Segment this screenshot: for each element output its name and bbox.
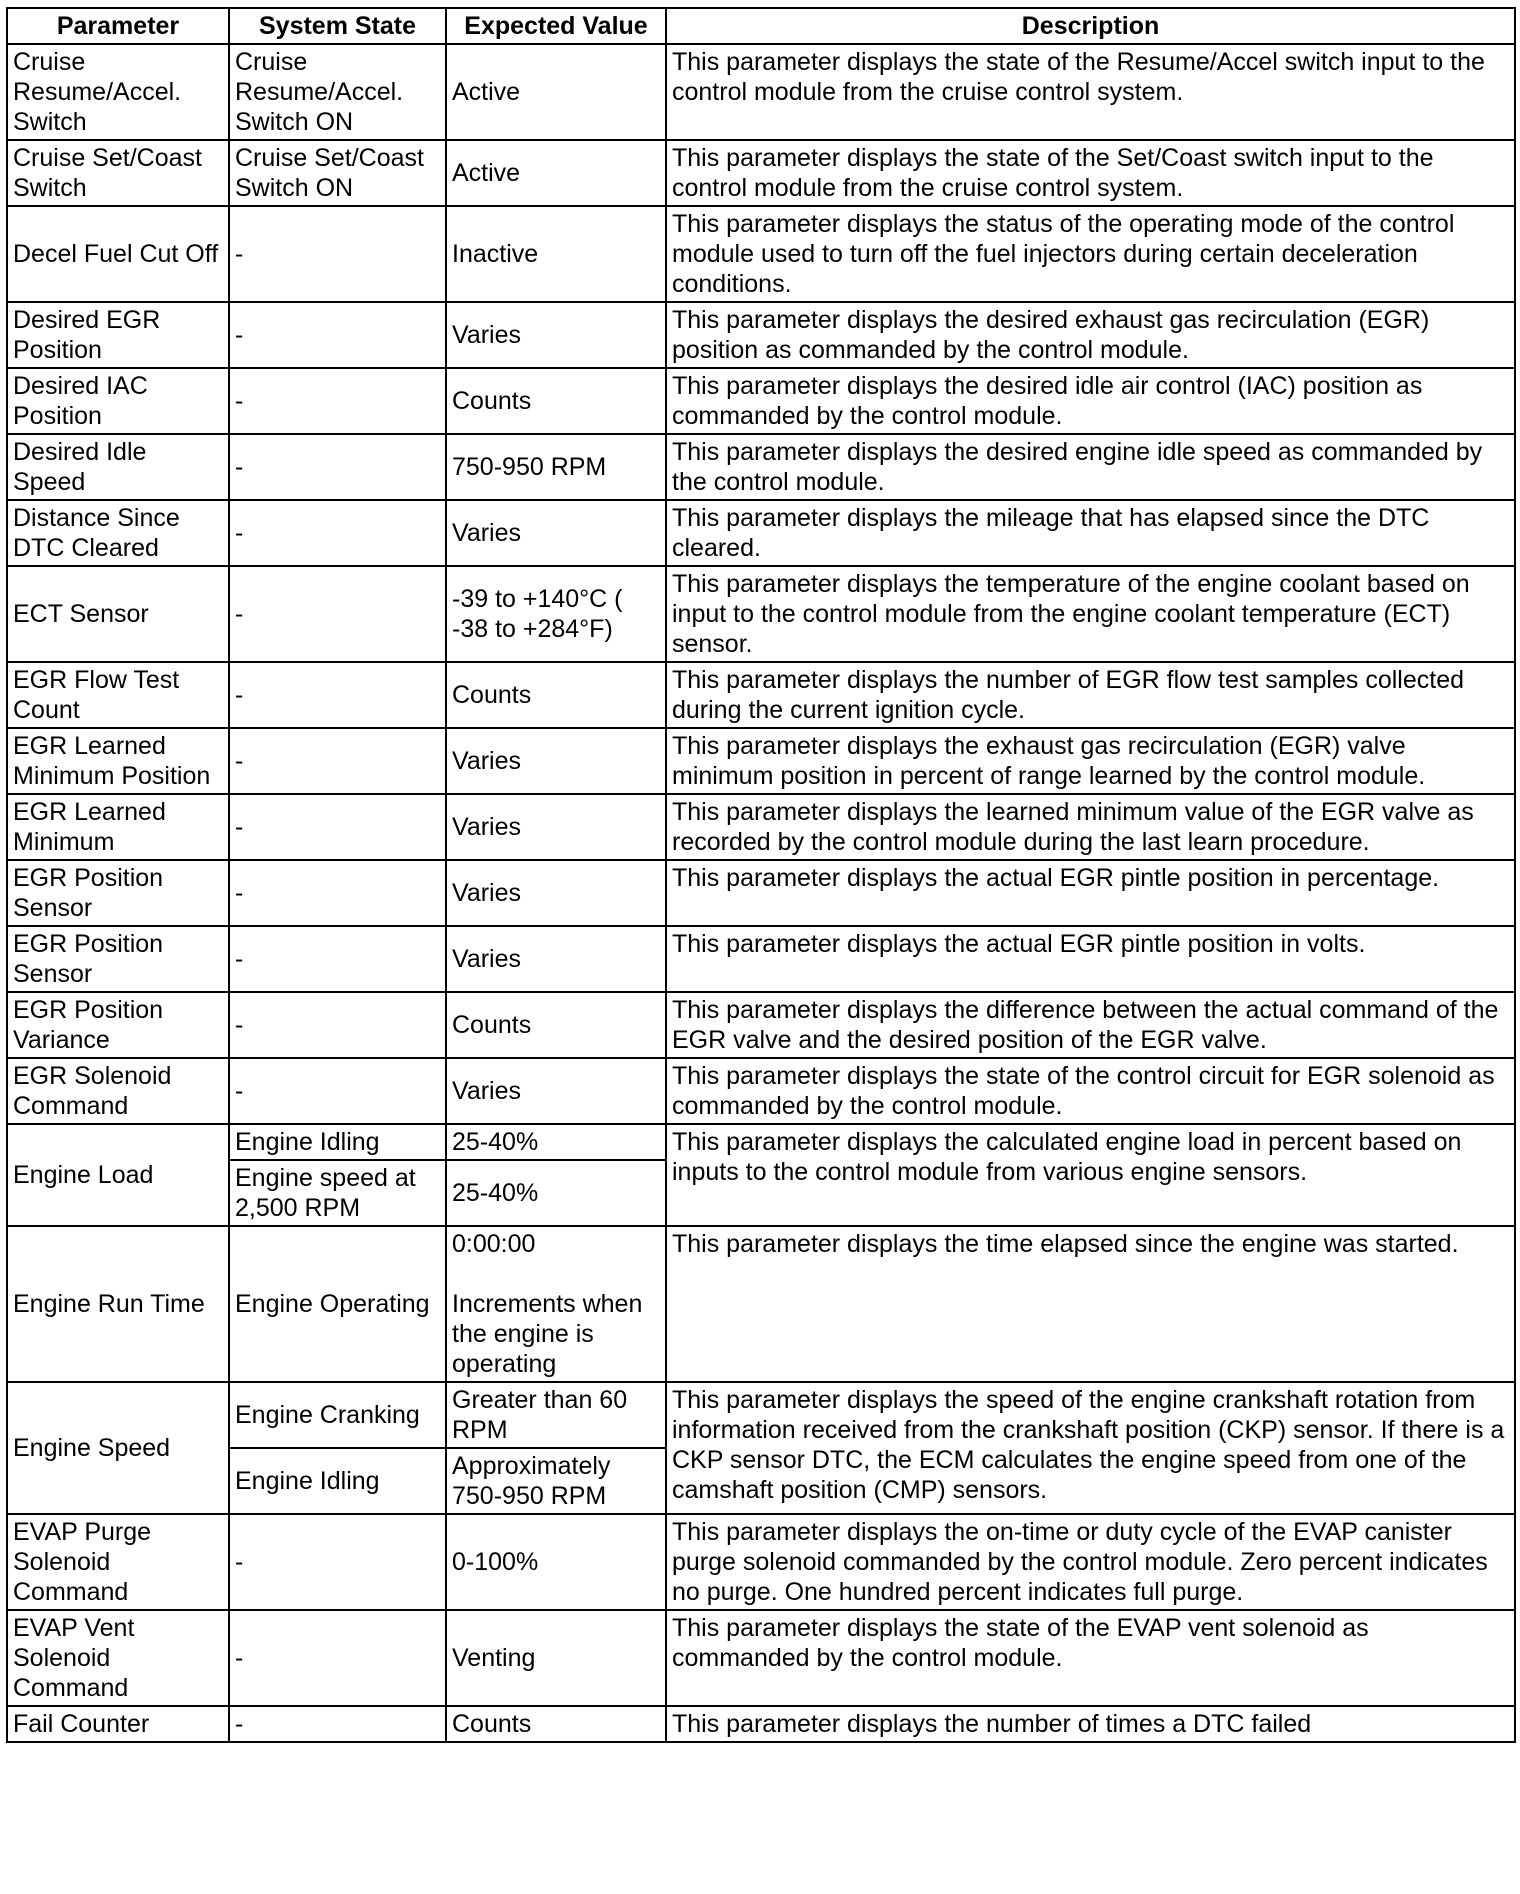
cell-expected-value: Varies [446, 728, 666, 794]
cell-parameter: Cruise Set/Coast Switch [7, 140, 229, 206]
cell-parameter: Desired Idle Speed [7, 434, 229, 500]
cell-description: This parameter displays the desired engine idle speed as commanded by the control module. [666, 434, 1515, 500]
cell-system-state: Engine Cranking [229, 1382, 446, 1448]
cell-system-state: Cruise Resume/Accel. Switch ON [229, 44, 446, 140]
cell-description: This parameter displays the state of the Set/Coast switch input to the control module from the cruise control system. [666, 140, 1515, 206]
table-row [7, 44, 1515, 140]
cell-system-state: - [229, 662, 446, 728]
table-row [7, 794, 1515, 860]
cell-description: This parameter displays the exhaust gas recirculation (EGR) valve minimum position in percent of range learned by the control module. [666, 728, 1515, 794]
cell-parameter: EGR Flow Test Count [7, 662, 229, 728]
cell-expected-value: Counts [446, 1706, 666, 1742]
cell-description: This parameter displays the number of EGR flow test samples collected during the current ignition cycle. [666, 662, 1515, 728]
cell-expected-value: Varies [446, 302, 666, 368]
cell-expected-value: Varies [446, 1058, 666, 1124]
cell-parameter: Engine Speed [7, 1382, 229, 1514]
cell-system-state: Engine speed at 2,500 RPM [229, 1160, 446, 1226]
table-row [7, 302, 1515, 368]
table-row [7, 140, 1515, 206]
cell-parameter: Desired EGR Position [7, 302, 229, 368]
table-row [7, 728, 1515, 794]
header-expected-value: Expected Value [446, 8, 666, 44]
cell-parameter: Engine Run Time [7, 1226, 229, 1382]
cell-parameter: Fail Counter [7, 1706, 229, 1742]
cell-description: This parameter displays the desired exhaust gas recirculation (EGR) position as commanded by the control module. [666, 302, 1515, 368]
cell-expected-value: 750-950 RPM [446, 434, 666, 500]
table-row [7, 566, 1515, 662]
table-row [7, 1226, 1515, 1382]
table-row [7, 368, 1515, 434]
cell-description: This parameter displays the speed of the engine crankshaft rotation from information received from the crankshaft position (CKP) sensor. If there is a CKP sensor DTC, the ECM calculates the engine speed from one of the camshaft position (CMP) sensors. [666, 1382, 1515, 1514]
parameter-table [6, 7, 1516, 1743]
cell-parameter: EGR Position Variance [7, 992, 229, 1058]
cell-system-state: - [229, 794, 446, 860]
table-row [7, 992, 1515, 1058]
cell-expected-value: Counts [446, 368, 666, 434]
cell-parameter: Cruise Resume/Accel. Switch [7, 44, 229, 140]
cell-expected-value: Greater than 60 RPM [446, 1382, 666, 1448]
table-row [7, 1382, 1515, 1448]
cell-system-state: - [229, 860, 446, 926]
cell-expected-value: 25-40% [446, 1160, 666, 1226]
table-row [7, 662, 1515, 728]
table-row [7, 206, 1515, 302]
cell-parameter: Decel Fuel Cut Off [7, 206, 229, 302]
cell-parameter: EGR Solenoid Command [7, 1058, 229, 1124]
cell-system-state: - [229, 1706, 446, 1742]
cell-system-state: Cruise Set/Coast Switch ON [229, 140, 446, 206]
cell-description: This parameter displays the learned minimum value of the EGR valve as recorded by the control module during the last learn procedure. [666, 794, 1515, 860]
cell-system-state: - [229, 206, 446, 302]
table-row [7, 1124, 1515, 1160]
cell-system-state: - [229, 1610, 446, 1706]
cell-system-state: Engine Idling [229, 1124, 446, 1160]
cell-parameter: EGR Learned Minimum Position [7, 728, 229, 794]
cell-system-state: Engine Operating [229, 1226, 446, 1382]
table-row [7, 500, 1515, 566]
table-row [7, 1514, 1515, 1610]
cell-description: This parameter displays the calculated engine load in percent based on inputs to the control module from various engine sensors. [666, 1124, 1515, 1226]
header-row [7, 8, 1515, 44]
cell-description: This parameter displays the number of times a DTC failed [666, 1706, 1515, 1742]
cell-expected-value: Counts [446, 662, 666, 728]
header-description: Description [666, 8, 1515, 44]
cell-description: This parameter displays the state of the control circuit for EGR solenoid as commanded by the control module. [666, 1058, 1515, 1124]
cell-parameter: EGR Position Sensor [7, 926, 229, 992]
cell-description: This parameter displays the on-time or duty cycle of the EVAP canister purge solenoid commanded by the control module. Zero percent indicates no purge. One hundred percent indicates full purge. [666, 1514, 1515, 1610]
cell-parameter: Engine Load [7, 1124, 229, 1226]
header-system-state: System State [229, 8, 446, 44]
cell-expected-value: Active [446, 140, 666, 206]
cell-expected-value: Varies [446, 860, 666, 926]
cell-system-state: - [229, 926, 446, 992]
cell-parameter: EGR Position Sensor [7, 860, 229, 926]
cell-description: This parameter displays the temperature of the engine coolant based on input to the control module from the engine coolant temperature (ECT) sensor. [666, 566, 1515, 662]
cell-expected-value: Inactive [446, 206, 666, 302]
cell-system-state: - [229, 728, 446, 794]
table-row [7, 926, 1515, 992]
cell-description: This parameter displays the time elapsed since the engine was started. [666, 1226, 1515, 1382]
cell-description: This parameter displays the desired idle air control (IAC) position as commanded by the control module. [666, 368, 1515, 434]
cell-expected-value: -39 to +140°C ( -38 to +284°F) [446, 566, 666, 662]
cell-parameter: ECT Sensor [7, 566, 229, 662]
cell-system-state: - [229, 302, 446, 368]
cell-description: This parameter displays the difference between the actual command of the EGR valve and the desired position of the EGR valve. [666, 992, 1515, 1058]
cell-expected-value: Venting [446, 1610, 666, 1706]
cell-system-state: - [229, 566, 446, 662]
cell-description: This parameter displays the status of the operating mode of the control module used to turn off the fuel injectors during certain deceleration conditions. [666, 206, 1515, 302]
cell-description: This parameter displays the state of the Resume/Accel switch input to the control module from the cruise control system. [666, 44, 1515, 140]
cell-system-state: Engine Idling [229, 1448, 446, 1514]
table-row [7, 860, 1515, 926]
cell-parameter: Distance Since DTC Cleared [7, 500, 229, 566]
cell-expected-value: 0:00:00 Increments when the engine is operating [446, 1226, 666, 1382]
cell-expected-value: Approximately 750-950 RPM [446, 1448, 666, 1514]
table-row [7, 1058, 1515, 1124]
cell-system-state: - [229, 434, 446, 500]
cell-description: This parameter displays the actual EGR pintle position in percentage. [666, 860, 1515, 926]
cell-system-state: - [229, 992, 446, 1058]
cell-description: This parameter displays the state of the EVAP vent solenoid as commanded by the control module. [666, 1610, 1515, 1706]
cell-system-state: - [229, 500, 446, 566]
table-row [7, 1706, 1515, 1742]
cell-system-state: - [229, 1514, 446, 1610]
cell-expected-value: Varies [446, 794, 666, 860]
cell-parameter: EGR Learned Minimum [7, 794, 229, 860]
cell-expected-value: Varies [446, 926, 666, 992]
cell-parameter: EVAP Vent Solenoid Command [7, 1610, 229, 1706]
cell-parameter: EVAP Purge Solenoid Command [7, 1514, 229, 1610]
cell-expected-value: Counts [446, 992, 666, 1058]
parameter-table-container [6, 7, 1514, 1743]
header-parameter: Parameter [7, 8, 229, 44]
cell-system-state: - [229, 1058, 446, 1124]
cell-expected-value: Varies [446, 500, 666, 566]
cell-expected-value: Active [446, 44, 666, 140]
cell-expected-value: 25-40% [446, 1124, 666, 1160]
cell-description: This parameter displays the actual EGR pintle position in volts. [666, 926, 1515, 992]
table-row [7, 1610, 1515, 1706]
cell-description: This parameter displays the mileage that has elapsed since the DTC cleared. [666, 500, 1515, 566]
cell-system-state: - [229, 368, 446, 434]
table-row [7, 434, 1515, 500]
cell-parameter: Desired IAC Position [7, 368, 229, 434]
cell-expected-value: 0-100% [446, 1514, 666, 1610]
